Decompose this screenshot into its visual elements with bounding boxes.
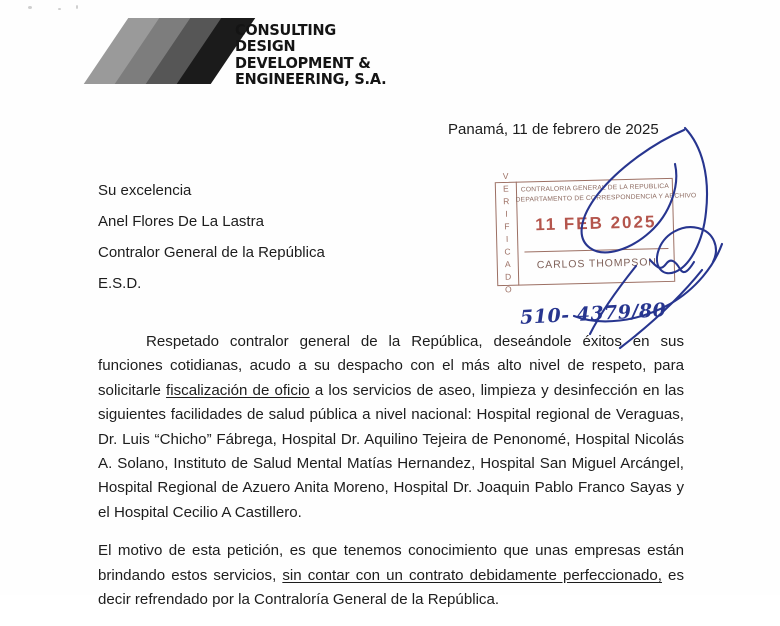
company-name-line-3: DEVELOPMENT &: [235, 53, 371, 72]
addressee-title: Contralor General de la República: [98, 244, 325, 261]
paragraph-1-part-2: a los servicios de aseo, limpieza y desinfección en las siguientes facilidades de salud pública a nivel nacional: Hospital regional de Veraguas, Dr. Luis “Chicho” Fábrega, Hospital Dr. Aquilino Tejeira de Penonomé, Hospital Nicolás A. Solano, Instituto de Salud Mental Matías Hernandez, Hospital San Miguel Arcángel, Hospital Regional de Azuero Anita Moreno, Hospital Dr. Joaquin Pablo Franco Sayas y el Hospital Cecilio A Castillero.: [98, 381, 684, 521]
letterhead: [104, 10, 444, 90]
addressee-block: [98, 175, 428, 299]
addressee-delivery: E.S.D.: [98, 275, 142, 292]
stamp-header: [515, 182, 697, 206]
four-slanted-bars-logo-icon: [104, 18, 234, 84]
paragraph-2-part-2: es decir refrendado por la Contraloría General de la República.: [98, 566, 684, 609]
stamp-divider: [524, 248, 668, 253]
body-paragraph-1: [98, 330, 684, 525]
stamp-header-line-1: CONTRALORIA GENERAL DE LA REPUBLICA: [520, 182, 670, 194]
body-paragraph-2: [98, 539, 684, 612]
paragraph-1-part-1: Respetado contralor general de la República, deseándole éxitos en sus funciones cotidianas, acudo a su despacho con el más alto nivel de respeto, para solicitarle: [98, 333, 684, 399]
stamp-officer-name: CARLOS THOMPSON: [536, 256, 657, 272]
stamp-header-line-2: DEPARTAMENTO DE CORRESPONDENCIA Y ARCHIVO: [515, 192, 697, 204]
stamp-verified-label: VERIFICADO: [500, 170, 514, 298]
scan-artifact: [28, 6, 32, 9]
stamp-body: [515, 178, 697, 286]
stamp-date: 11 FEB 2025: [534, 212, 657, 235]
company-name-line-2: DESIGN: [235, 37, 296, 56]
company-name-line-4: ENGINEERING, S.A.: [235, 70, 387, 89]
paragraph-2-underlined: sin contar con un contrato debidamente perfeccionado,: [282, 566, 662, 584]
paragraph-2-part-1: El motivo de esta petición, es que tenemos conocimiento que unas empresas están brindando estos servicios,: [98, 542, 684, 584]
company-name-line-1: CONSULTING: [235, 21, 337, 39]
handwritten-reference-number: 510- 4379/80: [519, 299, 667, 329]
paragraph-1-underlined: fiscalización de oficio: [166, 381, 310, 399]
letter-body: [98, 330, 684, 626]
date-line: Panamá, 11 de febrero de 2025: [448, 121, 659, 138]
addressee-salutation: Su excelencia: [98, 182, 192, 199]
scan-artifact: [58, 8, 61, 10]
company-name: [235, 22, 450, 88]
addressee-name: Anel Flores De La Lastra: [98, 213, 264, 230]
scan-artifact: [76, 5, 78, 9]
reception-stamp: [495, 170, 697, 298]
